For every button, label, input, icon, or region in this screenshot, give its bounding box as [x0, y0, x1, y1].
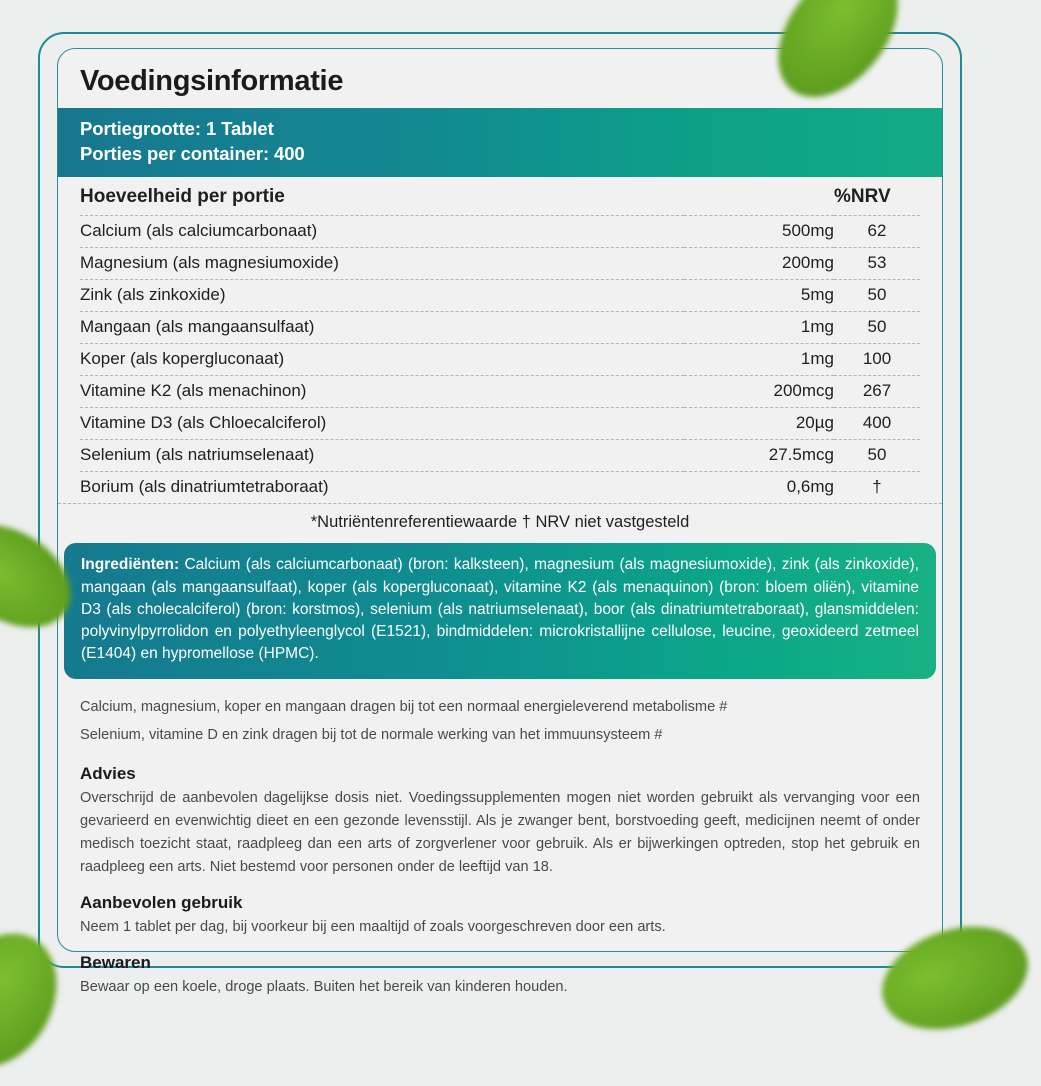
nutrient-name: Mangaan (als mangaansulfaat) [80, 312, 684, 344]
page-title: Voedingsinformatie [80, 65, 344, 97]
serving-info-band [58, 108, 942, 177]
nutrient-amount: 27.5mcg [684, 440, 834, 472]
nutrient-nrv: 267 [834, 376, 920, 408]
nutrient-amount: 5mg [684, 280, 834, 312]
nutrient-name: Vitamine D3 (als Chloecalciferol) [80, 408, 684, 440]
nutrient-nrv: 62 [834, 216, 920, 248]
section-body: Bewaar op een koele, droge plaats. Buiten het bereik van kinderen houden. [80, 978, 568, 995]
nutrient-amount: 0,6mg [786, 477, 834, 497]
section-heading: Bewaren [80, 952, 151, 972]
nutrient-name: Magnesium (als magnesiumoxide) [80, 248, 684, 280]
section-heading: Advies [80, 763, 136, 783]
nutrient-name: Vitamine K2 (als menachinon) [80, 376, 684, 408]
column-header-amount-per-serving: Hoeveelheid per portie [80, 177, 684, 216]
column-header-amount-spacer [684, 177, 834, 216]
table-row [80, 312, 920, 344]
nutrient-table [80, 177, 920, 503]
nutrient-nrv: 100 [834, 344, 920, 376]
nutrient-amount: 1mg [684, 312, 834, 344]
table-row [80, 408, 920, 440]
ingredients-text: Calcium (als calciumcarbonaat) (bron: kalksteen), magnesium (als magnesiumoxide), zink (als zinkoxide), mangaan (als mangaansulfaat), koper (als kopergluconaat), vitamine K2 (als menaquinon) (bron: bloem oliën), vitamine D3 (als cholecalciferol) (bron: korstmos), selenium (als natriumselenaat), boor (als dinatriumtetraboraat), glansmiddelen: polyvinylpyrrolidon en polyethyleenglycol (E1521), bindmiddelen: microkristallijne cellulose, leucine, geoxideerd zetmeel (E1404) en hypromellose (HPMC). [81, 556, 919, 663]
nutrient-table-wrapper [58, 177, 942, 503]
nutrient-amount: 1mg [684, 344, 834, 376]
nutrient-nrv: 50 [834, 280, 920, 312]
nutrient-nrv: 50 [834, 312, 920, 344]
table-row [80, 440, 920, 472]
nutrient-table-body [80, 216, 920, 504]
table-row [80, 472, 920, 504]
lower-content [58, 679, 942, 999]
nrv-footnote: *Nutriëntenreferentiewaarde † NRV niet vastgesteld [58, 503, 942, 543]
section-heading: Aanbevolen gebruik [80, 892, 243, 912]
table-header-row [80, 177, 920, 216]
nutrient-amount: 500mg [684, 216, 834, 248]
table-row [80, 280, 920, 312]
nutrient-name: Selenium (als natriumselenaat) [80, 440, 684, 472]
table-row [80, 248, 920, 280]
info-sections-list [80, 764, 920, 999]
table-row [80, 344, 920, 376]
nutrient-name: Koper (als kopergluconaat) [80, 344, 684, 376]
nutrient-nrv: 400 [834, 408, 920, 440]
table-row [80, 376, 920, 408]
column-header-nrv: %NRV [834, 177, 920, 216]
servings-per-container-text: Porties per container: 400 [80, 142, 305, 164]
nutrient-nrv: † [872, 477, 882, 497]
nutrient-nrv: 53 [834, 248, 920, 280]
nutrient-name: Borium (als dinatriumtetraboraat) [80, 477, 329, 497]
nutrient-amount: 200mg [684, 248, 834, 280]
nutrient-nrv: 50 [834, 440, 920, 472]
ingredients-block [64, 543, 936, 679]
nutrient-name: Calcium (als calciumcarbonaat) [80, 216, 684, 248]
ingredients-label: Ingrediënten: [81, 556, 180, 574]
nutrient-name: Zink (als zinkoxide) [80, 280, 684, 312]
nutrition-label-panel [57, 48, 943, 995]
health-claim: Calcium, magnesium, koper en mangaan dragen bij tot een normaal energieleverend metabolisme # [80, 698, 728, 715]
health-claim: Selenium, vitamine D en zink dragen bij tot de normale werking van het immuunsysteem # [80, 727, 663, 744]
health-claims-list [80, 693, 920, 750]
section-body: Neem 1 tablet per dag, bij voorkeur bij een maaltijd of zoals voorgeschreven door een arts. [80, 918, 666, 935]
serving-size-text: Portiegrootte: 1 Tablet [80, 118, 274, 139]
table-row [80, 216, 920, 248]
section-body: Overschrijd de aanbevolen dagelijkse dosis niet. Voedingssupplementen mogen niet worden gebruikt als vervanging voor een gevarieerd en evenwichtig dieet en een gezonde levensstijl. Als je zwanger bent, borstvoeding geeft, medicijnen neemt of onder medisch toezicht staat, raadpleeg dan een arts of zorgverlener voor gebruik. Als er bijwerkingen optreden, stop het gebruik en raadpleeg een arts. Niet bestemd voor personen onder de leeftijd van 18. [80, 789, 920, 875]
nutrient-amount: 200mcg [684, 376, 834, 408]
nutrient-amount: 20µg [684, 408, 834, 440]
